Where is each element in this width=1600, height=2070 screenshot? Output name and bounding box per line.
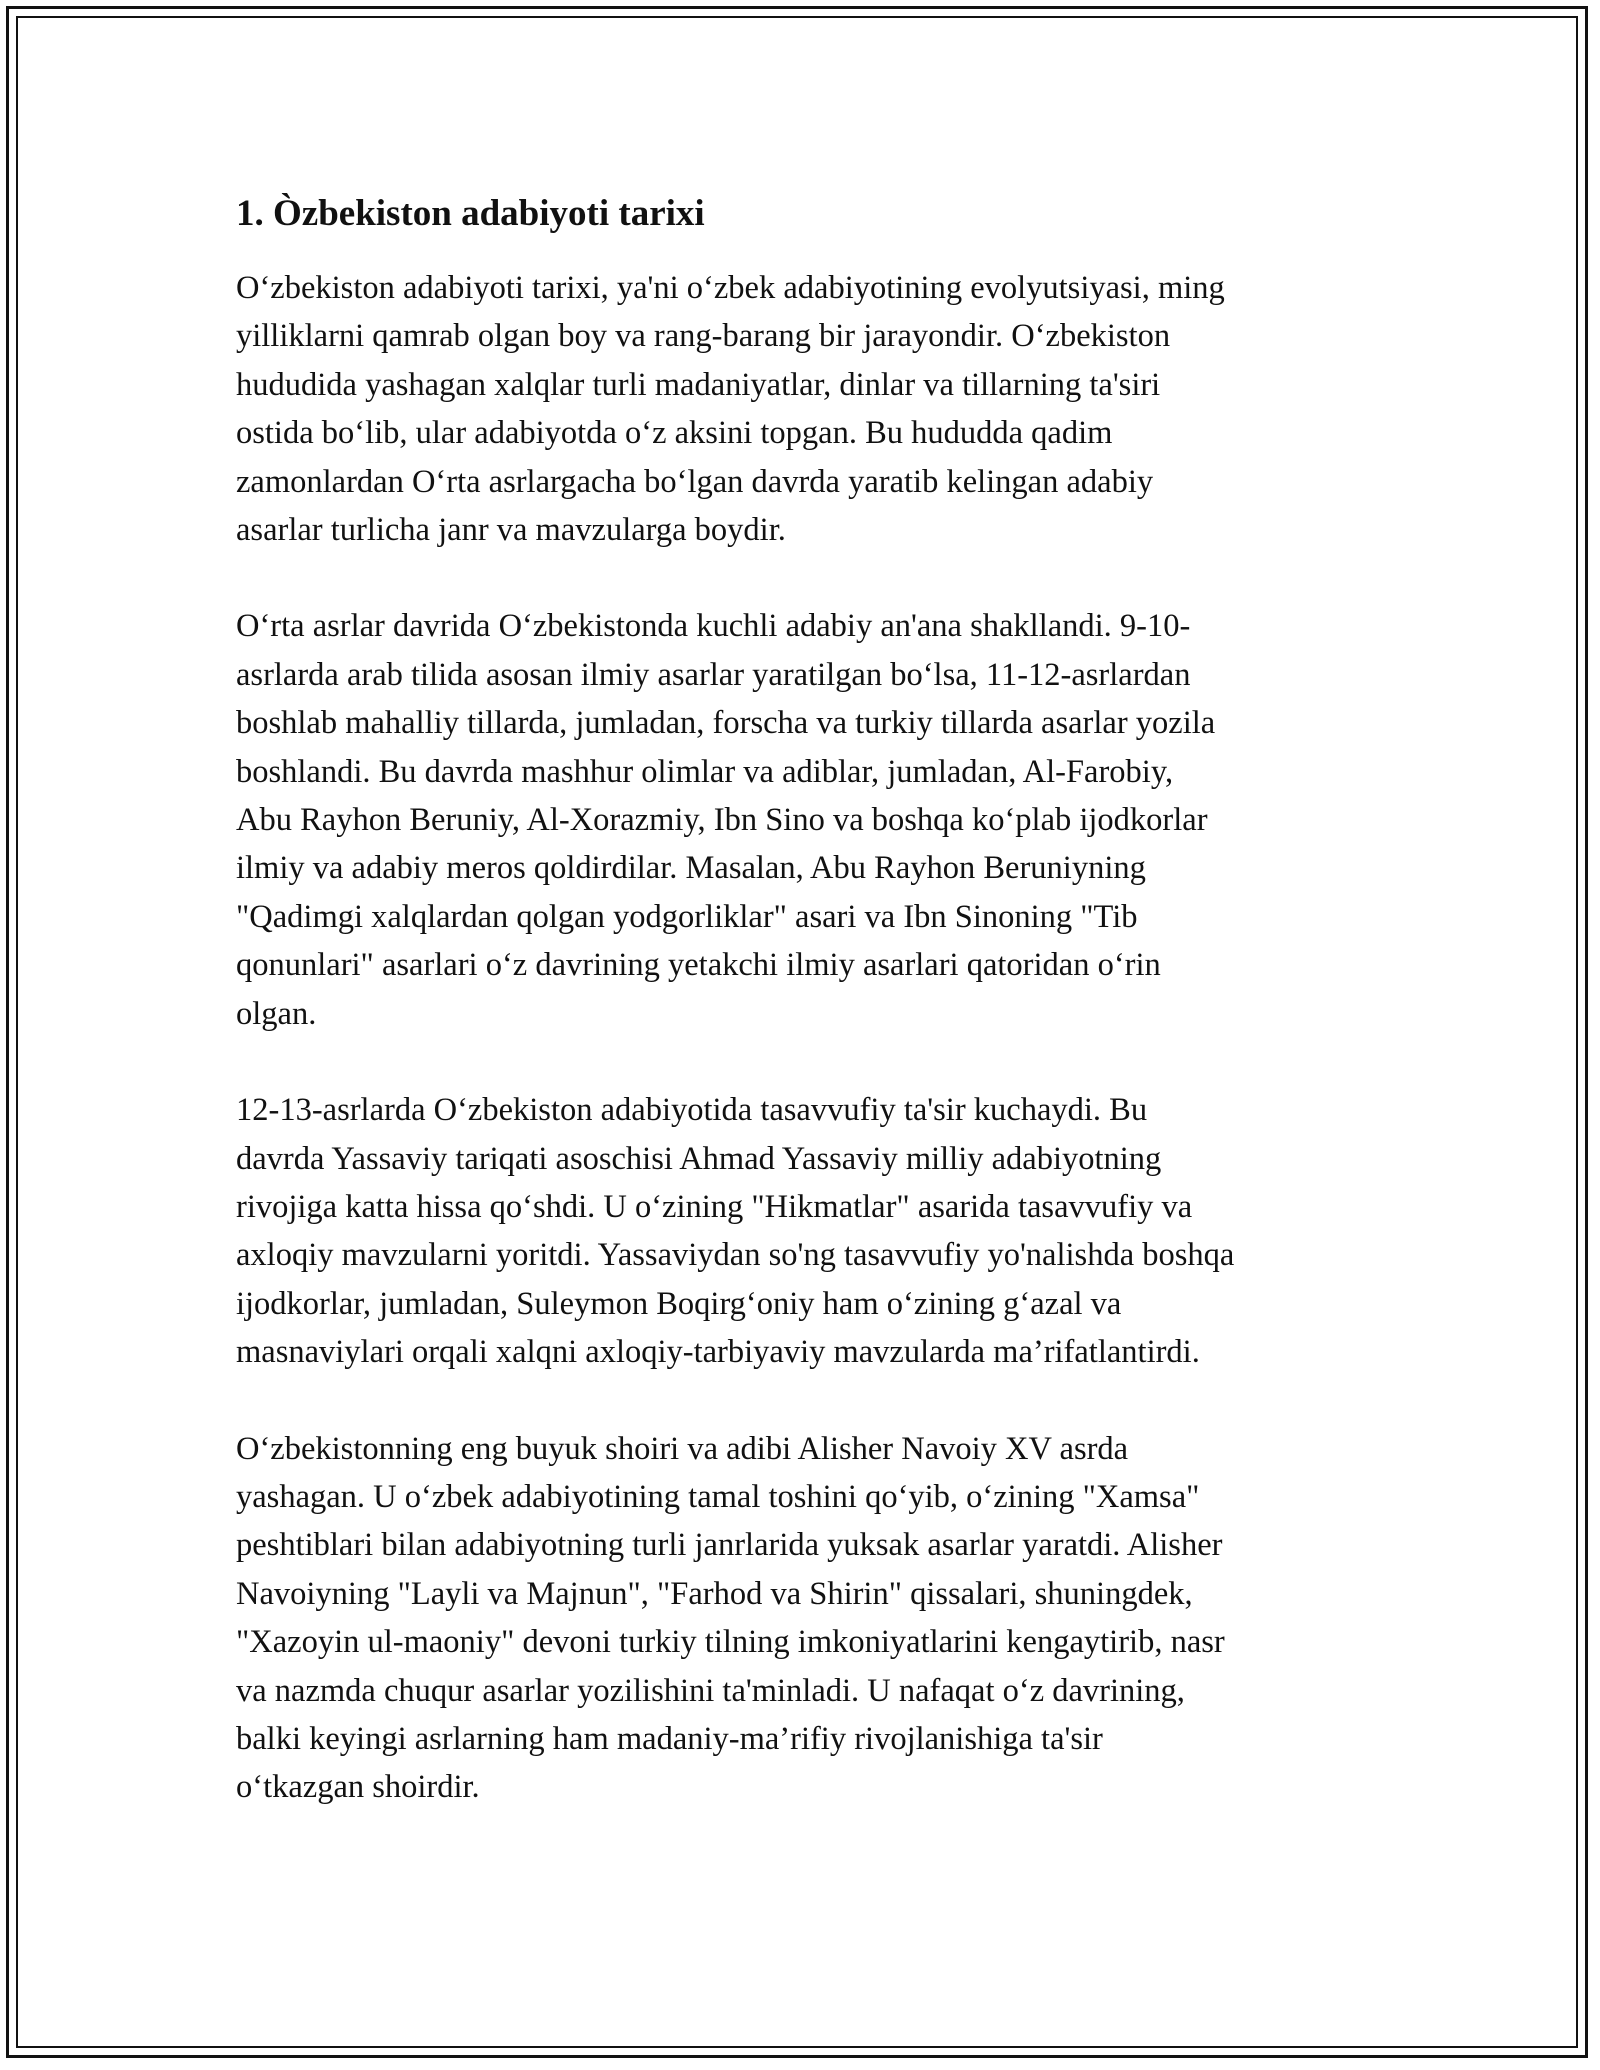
section-heading: 1. Òzbekiston adabiyoti tarixi [236,193,705,234]
paragraph-intro: O‘zbekiston adabiyoti tarixi, ya'ni o‘zbek adabiyotining evolyutsiyasi, ming yilliklarni qamrab olgan boy va rang-barang bir jarayondir. O‘zbekiston hududida yashagan xalqlar turli madaniyatlar, dinlar va tillarning ta'siri ostida bo‘lib, ular adabiyotda o‘z aksini topgan. Bu hududda qadim zamonlardan O‘rta asrlargacha bo‘lgan davrda yaratib kelingan adabiy asarlar turlicha janr va mavzularga boydir. [236,270,1225,549]
paragraph-navoiy: O‘zbekistonning eng buyuk shoiri va adibi Alisher Navoiy XV asrda yashagan. U o‘zbek adabiyotining tamal toshini qo‘yib, o‘zining "Xamsa" peshtiblari bilan adabiyotning turli janrlarida yuksak asarlar yaratdi. Alisher Navoiyning "Layli va Majnun", "Farhod va Shirin" qissalari, shuningdek, "Xazoyin ul-maoniy" devoni turkiy tilning imkoniyatlarini kengaytirib, nasr va nazmda chuqur asarlar yozilishini ta'minladi. U nafaqat o‘z davrining, balki keyingi asrlarning ham madaniy-ma’rifiy rivojlanishiga ta'sir o‘tkazgan shoirdir. [236,1430,1225,1806]
document-body [236,190,1376,1860]
paragraph-middle-ages: O‘rta asrlar davrida O‘zbekistonda kuchli adabiy an'ana shakllandi. 9-10- asrlarda arab tilida asosan ilmiy asarlar yaratilgan bo‘lsa, 11-12-asrlardan boshlab mahalliy tillarda, jumladan, forscha va turkiy tillarda asarlar yozila boshlandi. Bu davrda mashhur olimlar va adiblar, jumladan, Al-Farobiy, Abu Rayhon Beruniy, Al-Xorazmiy, Ibn Sino va boshqa ko‘plab ijodkorlar ilmiy va adabiy meros qoldirdilar. Masalan, Abu Rayhon Beruniyning "Qadimgi xalqlardan qolgan yodgorliklar" asari va Ibn Sinoning "Tib qonunlari" asarlari o‘z davrining yetakchi ilmiy asarlari qatoridan o‘rin olgan. [236,608,1216,1032]
paragraph-sufism: 12-13-asrlarda O‘zbekiston adabiyotida tasavvufiy ta'sir kuchaydi. Bu davrda Yassaviy tariqati asoschisi Ahmad Yassaviy milliy adabiyotning rivojiga katta hissa qo‘shdi. U o‘zining "Hikmatlar" asarida tasavvufiy va axloqiy mavzularni yoritdi. Yassaviydan so'ng tasavvufiy yo'nalishda boshqa ijodkorlar, jumladan, Suleymon Boqirg‘oniy ham o‘zining g‘azal va masnaviylari orqali xalqni axloqiy-tarbiyaviy mavzularda ma’rifatlantirdi. [236,1092,1235,1371]
